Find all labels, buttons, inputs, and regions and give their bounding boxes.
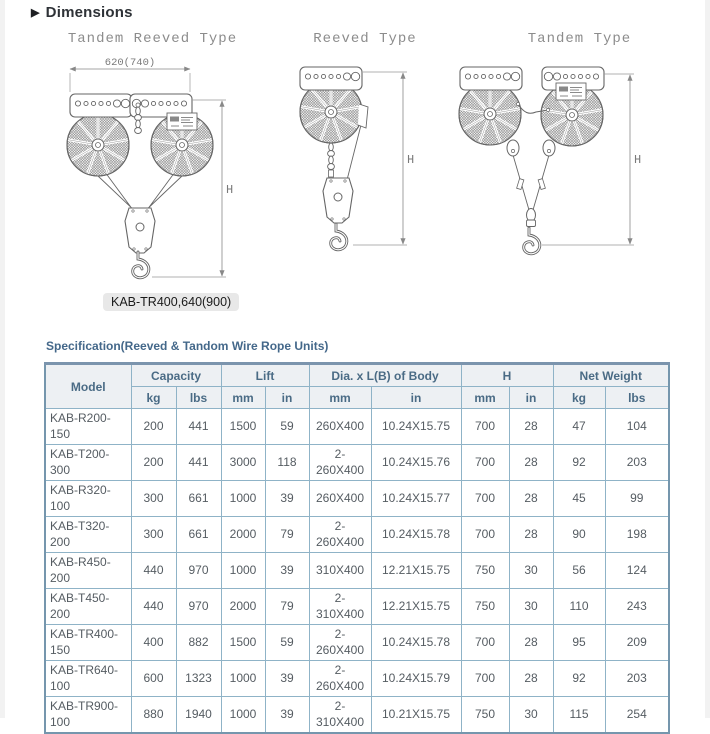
cell-dia_in: 10.24X15.78 — [371, 517, 461, 553]
cell-model: KAB-R320-100 — [45, 481, 131, 517]
col-header-capacity: Capacity — [131, 364, 221, 387]
ropes — [98, 172, 182, 213]
cell-lift_in: 118 — [265, 445, 309, 481]
cell-h_mm: 700 — [461, 661, 509, 697]
left-trolley-plate — [70, 94, 132, 117]
cell-lift_in: 79 — [265, 589, 309, 625]
cell-h_mm: 700 — [461, 517, 509, 553]
col-header-model: Model — [45, 364, 131, 409]
cell-dia_in: 12.21X15.75 — [371, 553, 461, 589]
rope-guide — [358, 104, 368, 128]
cell-h_in: 28 — [509, 661, 553, 697]
chain-connector — [329, 170, 334, 177]
nameplate — [556, 83, 586, 100]
cell-h_in: 28 — [509, 445, 553, 481]
cell-lift_mm: 1500 — [221, 409, 265, 445]
page-title — [31, 4, 133, 21]
cell-dia_mm: 2-260X400 — [309, 625, 371, 661]
cell-h_in: 28 — [509, 517, 553, 553]
cell-capacity_lbs: 661 — [176, 517, 221, 553]
cell-lift_mm: 1000 — [221, 697, 265, 734]
cell-lift_in: 39 — [265, 697, 309, 734]
arm-pin-right — [546, 108, 549, 111]
cell-nw_lbs: 203 — [605, 445, 669, 481]
cell-capacity_kg: 300 — [131, 517, 176, 553]
cell-capacity_lbs: 970 — [176, 589, 221, 625]
hook-block — [323, 178, 353, 223]
drawing-title-reeved: Reeved Type — [313, 31, 417, 47]
spec-row — [45, 661, 669, 697]
spec-row — [45, 625, 669, 661]
spec-row — [45, 517, 669, 553]
hook — [331, 224, 347, 250]
col-header-lift: Lift — [221, 364, 309, 387]
cell-nw_kg: 110 — [553, 589, 605, 625]
cell-nw_lbs: 209 — [605, 625, 669, 661]
cell-capacity_lbs: 1940 — [176, 697, 221, 734]
page-left-margin — [0, 0, 5, 718]
left-hoist-wheel — [67, 114, 129, 176]
cell-h_in: 28 — [509, 481, 553, 517]
cell-dia_mm: 2-260X400 — [309, 517, 371, 553]
cell-h_in: 28 — [509, 409, 553, 445]
spec-row — [45, 445, 669, 481]
drawing-title-tandem: Tandem Type — [527, 31, 632, 47]
right-rope-anchor — [543, 140, 555, 156]
cell-model: KAB-R450-200 — [45, 553, 131, 589]
unit-header-1: lbs — [176, 387, 221, 409]
cell-capacity_kg: 200 — [131, 409, 176, 445]
cell-nw_lbs: 99 — [605, 481, 669, 517]
cell-lift_mm: 1000 — [221, 661, 265, 697]
extension-lines — [70, 73, 190, 92]
cell-nw_kg: 47 — [553, 409, 605, 445]
cell-dia_mm: 310X400 — [309, 553, 371, 589]
cell-model: KAB-R200-150 — [45, 409, 131, 445]
hook — [133, 252, 149, 278]
cell-capacity_kg: 600 — [131, 661, 176, 697]
spec-row — [45, 409, 669, 445]
cell-lift_mm: 2000 — [221, 589, 265, 625]
cell-capacity_lbs: 661 — [176, 481, 221, 517]
reeved-drawing — [285, 52, 445, 287]
group-header-row — [45, 364, 669, 387]
cell-lift_in: 39 — [265, 553, 309, 589]
unit-header-3: in — [265, 387, 309, 409]
drawing-title-tandem-reeved: Tandem Reeved Type — [67, 31, 238, 47]
load-chain — [328, 143, 335, 170]
cell-capacity_kg: 440 — [131, 589, 176, 625]
unit-header-4: mm — [309, 387, 371, 409]
cell-h_mm: 750 — [461, 553, 509, 589]
cell-dia_in: 10.24X15.75 — [371, 409, 461, 445]
cell-dia_mm: 2-260X400 — [309, 661, 371, 697]
cell-dia_in: 12.21X15.75 — [371, 589, 461, 625]
cell-h_mm: 750 — [461, 589, 509, 625]
model-caption-badge: KAB-TR400,640(900) — [103, 293, 239, 311]
cell-nw_lbs: 104 — [605, 409, 669, 445]
cell-lift_in: 79 — [265, 517, 309, 553]
cell-dia_in: 10.24X15.79 — [371, 661, 461, 697]
left-trolley-plate — [460, 67, 522, 90]
cell-dia_mm: 2-310X400 — [309, 589, 371, 625]
col-header-h: H — [461, 364, 553, 387]
unit-header-row — [45, 387, 669, 409]
left-hoist-wheel — [459, 83, 521, 145]
spec-row — [45, 481, 669, 517]
cell-lift_mm: 1500 — [221, 625, 265, 661]
cell-lift_in: 59 — [265, 409, 309, 445]
unit-header-7: in — [509, 387, 553, 409]
cell-dia_in: 10.24X15.77 — [371, 481, 461, 517]
tandem-reeved-drawing — [45, 52, 260, 292]
cell-capacity_kg: 400 — [131, 625, 176, 661]
spec-row — [45, 553, 669, 589]
cell-capacity_lbs: 441 — [176, 445, 221, 481]
chain-pin — [136, 103, 140, 107]
cell-nw_lbs: 203 — [605, 661, 669, 697]
cell-dia_mm: 2-260X400 — [309, 445, 371, 481]
cell-lift_in: 39 — [265, 481, 309, 517]
cell-capacity_lbs: 441 — [176, 409, 221, 445]
cell-h_in: 30 — [509, 553, 553, 589]
unit-header-2: mm — [221, 387, 265, 409]
cell-dia_in: 10.21X15.75 — [371, 697, 461, 734]
spec-caption: Specification(Reeved & Tandom Wire Rope Units) — [46, 339, 329, 353]
anchor-pin — [511, 149, 514, 152]
cell-h_mm: 750 — [461, 697, 509, 734]
section-arrow-icon: ▶ — [31, 7, 40, 19]
nameplate — [167, 113, 197, 130]
col-header-net-weight: Net Weight — [553, 364, 669, 387]
cell-h_mm: 700 — [461, 625, 509, 661]
cell-nw_kg: 90 — [553, 517, 605, 553]
hook-block — [125, 208, 155, 253]
unit-header-0: kg — [131, 387, 176, 409]
cell-capacity_lbs: 1323 — [176, 661, 221, 697]
spec-row — [45, 697, 669, 734]
cell-lift_mm: 1000 — [221, 553, 265, 589]
cell-dia_mm: 2-310X400 — [309, 697, 371, 734]
cell-capacity_lbs: 882 — [176, 625, 221, 661]
unit-header-9: lbs — [605, 387, 669, 409]
cell-nw_lbs: 198 — [605, 517, 669, 553]
cell-nw_kg: 92 — [553, 445, 605, 481]
cell-capacity_kg: 200 — [131, 445, 176, 481]
left-rope-anchor — [507, 140, 519, 156]
tandem-drawing — [452, 52, 707, 287]
cell-lift_in: 59 — [265, 625, 309, 661]
cell-h_in: 30 — [509, 589, 553, 625]
cell-h_in: 28 — [509, 625, 553, 661]
cell-h_mm: 700 — [461, 409, 509, 445]
cell-nw_lbs: 124 — [605, 553, 669, 589]
cell-lift_mm: 1000 — [221, 481, 265, 517]
unit-header-8: kg — [553, 387, 605, 409]
cell-model: KAB-TR900-100 — [45, 697, 131, 734]
suspension-plate — [300, 67, 362, 90]
cell-model: KAB-T320-200 — [45, 517, 131, 553]
cell-dia_mm: 260X400 — [309, 481, 371, 517]
cell-capacity_kg: 440 — [131, 553, 176, 589]
cell-model: KAB-TR640-100 — [45, 661, 131, 697]
cell-h_mm: 700 — [461, 481, 509, 517]
cell-nw_kg: 92 — [553, 661, 605, 697]
cell-nw_lbs: 243 — [605, 589, 669, 625]
unit-header-6: mm — [461, 387, 509, 409]
cell-capacity_kg: 880 — [131, 697, 176, 734]
cell-capacity_lbs: 970 — [176, 553, 221, 589]
cell-nw_kg: 45 — [553, 481, 605, 517]
swivel-body — [527, 220, 536, 227]
cell-h_mm: 700 — [461, 445, 509, 481]
arm-pin-left — [516, 102, 519, 105]
cell-model: KAB-T200-300 — [45, 445, 131, 481]
cell-dia_in: 10.24X15.76 — [371, 445, 461, 481]
cell-nw_kg: 56 — [553, 553, 605, 589]
cell-lift_mm: 3000 — [221, 445, 265, 481]
h-dimension-label: H — [407, 153, 415, 167]
cell-capacity_kg: 300 — [131, 481, 176, 517]
cell-model: KAB-TR400-150 — [45, 625, 131, 661]
suspension-chain — [135, 107, 142, 134]
unit-header-5: in — [371, 387, 461, 409]
hook — [524, 228, 540, 254]
width-dimension-label: 620(740) — [104, 57, 156, 69]
cell-nw_lbs: 254 — [605, 697, 669, 734]
cell-dia_in: 10.24X15.78 — [371, 625, 461, 661]
cell-lift_mm: 2000 — [221, 517, 265, 553]
cell-dia_mm: 260X400 — [309, 409, 371, 445]
spec-row — [45, 589, 669, 625]
page-title-text: Dimensions — [45, 4, 133, 21]
spec-table — [44, 362, 670, 734]
anchor-pin — [547, 149, 550, 152]
cell-model: KAB-T450-200 — [45, 589, 131, 625]
col-header-dia: Dia. x L(B) of Body — [309, 364, 461, 387]
h-dimension-label: H — [634, 153, 642, 167]
cell-h_in: 30 — [509, 697, 553, 734]
cell-nw_kg: 115 — [553, 697, 605, 734]
h-dimension-label: H — [226, 183, 234, 197]
cell-nw_kg: 95 — [553, 625, 605, 661]
cell-lift_in: 39 — [265, 661, 309, 697]
